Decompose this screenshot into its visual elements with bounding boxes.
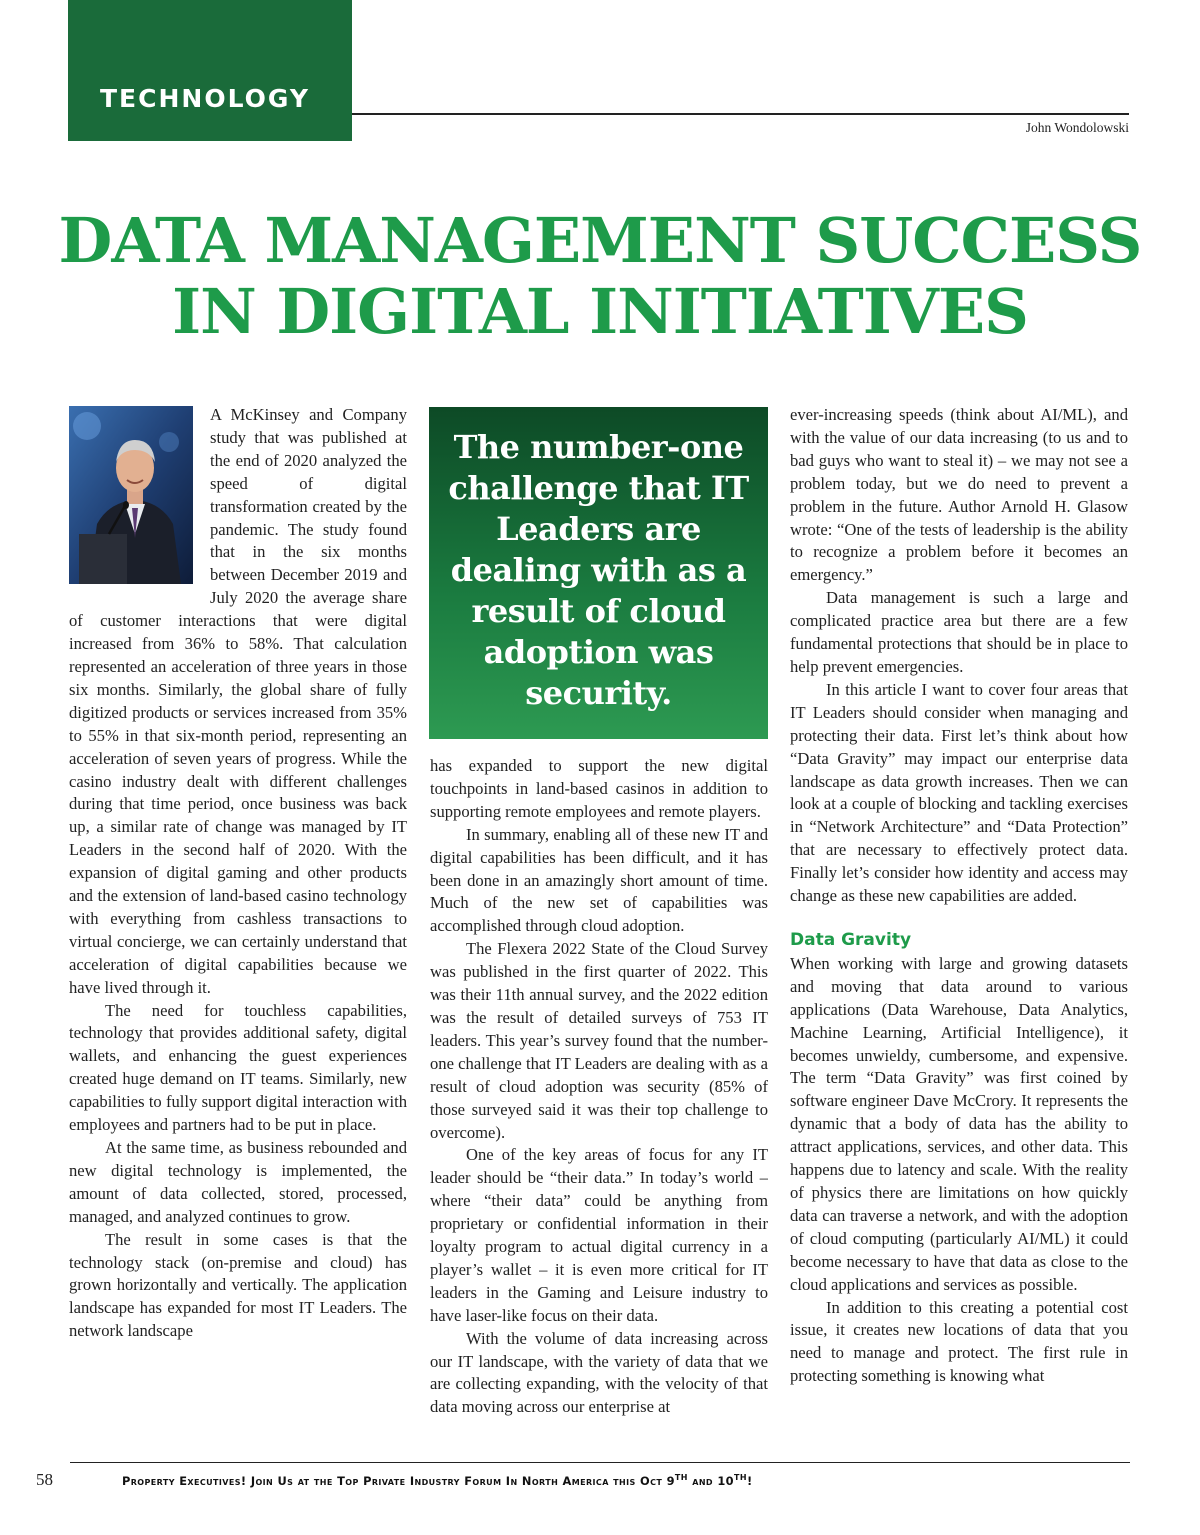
header-rule bbox=[352, 113, 1129, 115]
col2-paragraph-4: One of the key areas of focus for any IT leader should be “their data.” In today’s world – where “their data” could be anything from proprietary or confidential information in their loyalty program to actual digital currency in a player’s wallet – it is even more critical for IT leaders in the Gaming and Leisure industry to have laser-like focus on their data. bbox=[430, 1145, 768, 1325]
footer-event-banner bbox=[122, 1474, 753, 1488]
col3-paragraph-3: In this article I want to cover four areas that IT Leaders should consider when managing and protecting their data. First let’s think about how “Data Gravity” may impact our enterprise data landscape as data growth increases. Then we can look at a couple of blocking and tackling exercises in “Network Architecture” and “Data Protection” that are necessary to effectively protect data. Finally let’s consider how identity and access may change as these new capabilities are added. bbox=[790, 679, 1128, 906]
headline-line-1: DATA MANAGEMENT SUCCESS bbox=[58, 204, 1142, 277]
col1-paragraph-3: At the same time, as business rebounded and new digital technology is implemented, the amount of data collected, stored, processed, managed, and analyzed continues to grow. bbox=[69, 1138, 407, 1226]
footer-banner-mid: and 10 bbox=[687, 1474, 734, 1488]
pull-quote-text: The number-one challenge that IT Leaders are dealing with as a result of cloud adoption was security. bbox=[448, 428, 749, 712]
col2-paragraph-3: The Flexera 2022 State of the Cloud Survey was published in the first quarter of 2022. This was their 11th annual survey, and the 2022 edition was the result of detailed surveys of 753 IT leaders. This year’s survey found that the number-one challenge that IT Leaders are dealing with as a result of cloud adoption was security (85% of those surveyed said it was their top challenge to overcome). bbox=[430, 939, 768, 1142]
article-column-2 bbox=[430, 755, 768, 1468]
col1-paragraph-4: The result in some cases is that the technology stack (on-premise and cloud) has grown horizontally and vertically. The application landscape has expanded for most IT Leaders. The network landscape bbox=[69, 1229, 407, 1341]
col3-paragraph-4: When working with large and growing datasets and moving that data around to various applications (Data Warehouse, Data Analytics, Machine Learning, Artificial Intelligence), it becomes unwieldy, cumbersome, and expensive. The term “Data Gravity” was first coined by software engineer Dave McCrory. It represents the dynamic that a body of data has the ability to attract applications, services, and other data. This happens due to latency and scale. With the reality of physics there are limitations on how quickly data can traverse a network, and with the adoption of cloud computing (particularly AI/ML) it could become necessary to have that data as close to the cloud applications and services as possible. bbox=[790, 953, 1128, 1294]
col1-paragraph-2: The need for touchless capabilities, technology that provides additional safety, digital wallets, and enhancing the guest experiences created huge demand on IT teams. Similarly, new capabilities to fully support digital interaction with employees and partners had to be put in place. bbox=[69, 1000, 407, 1135]
col3-paragraph-2: Data management is such a large and complicated practice area but there are a few fundamental protections that should be in place to help prevent emergencies. bbox=[790, 588, 1128, 676]
col3-paragraph-1: ever-increasing speeds (think about AI/ML), and with the value of our data increasing (to us and to bad guys who want to steal it) – we may not see a problem today, but we do need to prevent a problem in the future. Author Arnold H. Glasow wrote: “One of the tests of leadership is the ability to recognize a problem before it becomes an emergency.” bbox=[790, 405, 1128, 585]
col3-paragraph-5: In addition to this creating a potential cost issue, it creates new locations of data that you need to manage and protect. The first rule in protecting something is knowing what bbox=[790, 1297, 1128, 1386]
footer-rule bbox=[70, 1462, 1130, 1463]
headline-line-2: IN DIGITAL INITIATIVES bbox=[172, 275, 1028, 348]
footer-banner-text: Property Executives! Join Us at the Top Private Industry Forum In North America this Oct 9 bbox=[122, 1474, 675, 1488]
col2-paragraph-2: In summary, enabling all of these new IT and digital capabilities has been difficult, and it has been done in an amazingly short amount of time. Much of the new set of capabilities was accomplished through cloud adoption. bbox=[430, 824, 768, 936]
article-column-3 bbox=[790, 404, 1128, 1468]
speaker-at-podium-image bbox=[69, 406, 193, 584]
article-column-1 bbox=[69, 404, 407, 1468]
footer-ordinal-1: TH bbox=[674, 1473, 688, 1482]
article-headline bbox=[40, 205, 1160, 347]
section-label: TECHNOLOGY bbox=[100, 84, 310, 113]
author-photo bbox=[69, 406, 193, 584]
footer-banner-end: ! bbox=[746, 1474, 753, 1488]
page-number: 58 bbox=[36, 1470, 53, 1489]
footer-ordinal-2: TH bbox=[734, 1473, 747, 1482]
section-tab bbox=[68, 0, 352, 141]
pull-quote-box bbox=[429, 407, 768, 739]
author-byline: John Wondolowski bbox=[1025, 120, 1129, 135]
subheading-data-gravity: Data Gravity bbox=[790, 929, 912, 950]
col2-paragraph-5: With the volume of data increasing across our IT landscape, with the variety of data that we are collecting expanding, with the velocity of that data moving across our enterprise at bbox=[430, 1328, 768, 1417]
col2-paragraph-1: has expanded to support the new digital touchpoints in land-based casinos in addition to supporting remote employees and remote players. bbox=[430, 756, 768, 821]
col1-paragraph-1: A McKinsey and Company study that was published at the end of 2020 analyzed the speed of digital transformation created by the pandemic. The study found that in the six months between December 2019 and July 2020 the average share of customer interactions that were digital increased from 36% to 58%. That calculation represented an acceleration of three years in those six months. Similarly, the global share of fully digitized products or services increased from 35% to 55% in that six-month period, representing an acceleration of seven years of progress. While the casino industry dealt with different challenges during that time period, once business was back up, a similar rate of change was managed by IT Leaders in the second half of 2020. With the expansion of digital gaming and other products and the extension of land-based casino technology with everything from cashless transactions to virtual concierge, we can certainly understand that acceleration of digital capabilities because we have lived through it. bbox=[69, 405, 407, 997]
